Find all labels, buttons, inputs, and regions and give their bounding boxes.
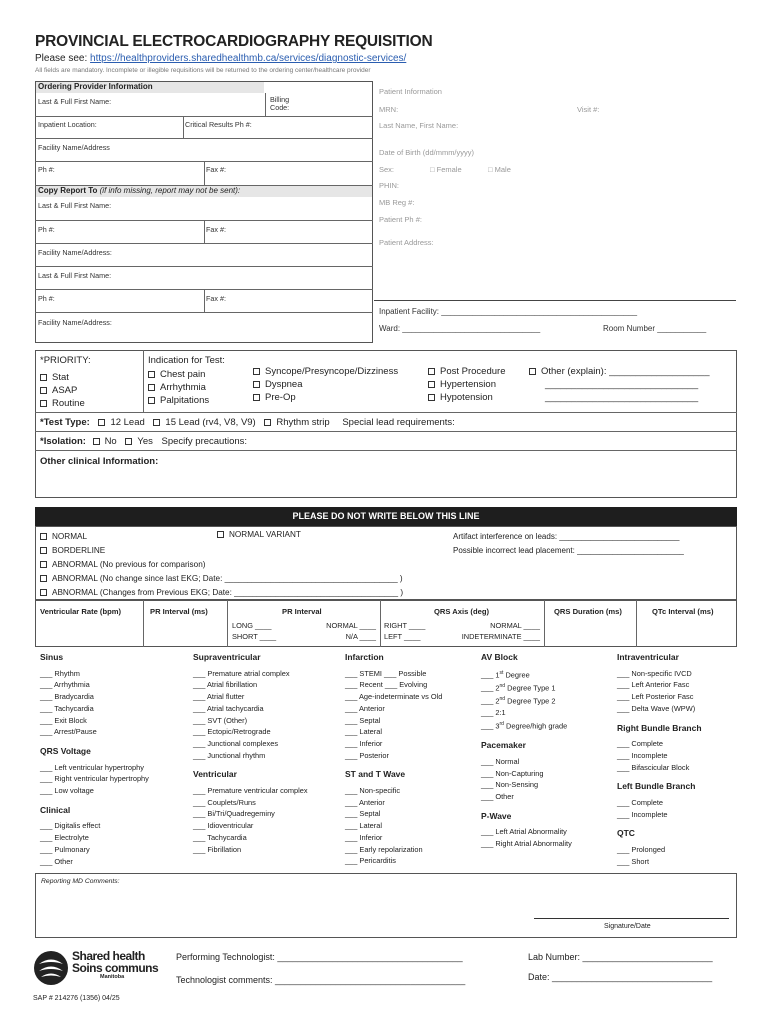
indication-label: Indication for Test: bbox=[148, 355, 225, 366]
vent-item: ___ Couplets/Runs bbox=[193, 797, 256, 807]
test-type-label: *Test Type: bbox=[40, 417, 90, 428]
interp-abnormal-3[interactable] bbox=[40, 586, 403, 600]
pwave-item: ___ Left Atrial Abnormality bbox=[481, 827, 567, 837]
pace-items bbox=[481, 756, 572, 803]
qrs-duration-label: QRS Duration (ms) bbox=[554, 607, 622, 616]
rbb-item: ___ Complete bbox=[617, 739, 664, 749]
patient-address-label: Patient Address: bbox=[379, 238, 434, 247]
mandatory-note: All fields are mandatory. Incomplete or illegible requisitions will be returned to the ordering center/healthcare provider bbox=[35, 67, 371, 74]
sinus-item: ___ Arrhythmia bbox=[40, 680, 90, 690]
st-heading: ST and T Wave bbox=[345, 769, 406, 780]
lead-issues bbox=[453, 530, 684, 558]
palpitations-label: Palpitations bbox=[160, 395, 210, 406]
phin-label: PHIN: bbox=[379, 181, 400, 190]
indication-col1 bbox=[148, 368, 209, 407]
rbb-item: ___ Bifascicular Block bbox=[617, 762, 690, 772]
supra-item: ___ Atrial flutter bbox=[193, 692, 245, 702]
axis-left: LEFT ____ bbox=[384, 632, 421, 641]
infarct-items bbox=[345, 668, 442, 762]
do-not-write-banner: PLEASE DO NOT WRITE BELOW THIS LINE bbox=[35, 507, 737, 526]
qtc-item: ___ Short bbox=[617, 856, 650, 866]
mrn-label: MRN: bbox=[379, 105, 399, 114]
ind-hypertension[interactable] bbox=[428, 378, 505, 391]
pr-normal: NORMAL ____ bbox=[326, 621, 376, 630]
performing-tech-label: Performing Technologist: _____________________________________ bbox=[176, 952, 463, 962]
test-12-lead[interactable] bbox=[98, 417, 144, 428]
supra-item: ___ Ectopic/Retrograde bbox=[193, 727, 271, 737]
interp-abnormal-1[interactable] bbox=[40, 558, 403, 572]
qrs-item: ___ Left ventricular hypertrophy bbox=[40, 762, 144, 772]
clinical-items bbox=[40, 820, 149, 867]
av-21: ___ 2:1 bbox=[481, 708, 506, 718]
pr-short: SHORT ____ bbox=[232, 632, 277, 641]
ordering-ph-label: Ph #: bbox=[38, 165, 55, 174]
dob-label: Date of Birth (dd/mmm/yyyy) bbox=[379, 148, 475, 157]
interp-options bbox=[40, 530, 403, 600]
inpatient-location-label: Inpatient Location: bbox=[38, 120, 97, 129]
patient-name-label: Last Name, First Name: bbox=[379, 121, 459, 130]
tech-comments-label: Technologist comments: ______________________________________ bbox=[176, 975, 466, 985]
pwave-item: ___ Right Atrial Abnormality bbox=[481, 839, 572, 849]
supra-item: ___ Junctional rhythm bbox=[193, 750, 266, 760]
stat-label: Stat bbox=[52, 372, 69, 383]
supra-item: ___ Premature atrial complex bbox=[193, 668, 290, 678]
mb-reg-label: MB Reg #: bbox=[379, 198, 415, 207]
isolation-yes-label: Yes bbox=[137, 436, 153, 447]
other-clinical-label: Other clinical Information: bbox=[40, 456, 159, 467]
ordering-name-label: Last & Full First Name: bbox=[38, 97, 112, 106]
axis-right: RIGHT ____ bbox=[384, 621, 426, 630]
rbb-heading: Right Bundle Branch bbox=[617, 722, 702, 733]
ind-hypotension[interactable] bbox=[428, 391, 505, 404]
test-type-row bbox=[40, 417, 455, 428]
vent-item: ___ Premature ventricular complex bbox=[193, 786, 308, 796]
av-2nd-1: ___ 2nd Degree Type 1 bbox=[481, 682, 556, 693]
test-rhythm-strip[interactable] bbox=[264, 417, 329, 428]
pwave-heading: P-Wave bbox=[481, 810, 512, 821]
pr-normal-na bbox=[318, 620, 376, 642]
shared-health-logo-icon bbox=[33, 950, 69, 986]
pr-interval-label: PR Interval bbox=[282, 607, 322, 616]
isolation-no[interactable] bbox=[93, 436, 117, 447]
ind-pre-op[interactable] bbox=[253, 391, 398, 404]
infarct-item: ___ Septal bbox=[345, 715, 381, 725]
st-items bbox=[345, 785, 442, 867]
qrs-items bbox=[40, 762, 149, 797]
room-label: Room Number ___________ bbox=[603, 324, 707, 333]
pace-item: ___ Non-Sensing bbox=[481, 780, 539, 790]
lbb-items bbox=[617, 797, 702, 820]
pr-long-short bbox=[232, 620, 276, 642]
qrs-voltage-heading: QRS Voltage bbox=[40, 745, 91, 756]
intra-heading: Intraventricular bbox=[617, 652, 679, 662]
hypotension-label: Hypotension bbox=[440, 392, 493, 403]
footer-date-label: Date: ________________________________ bbox=[528, 972, 713, 982]
copy2-fax-label: Fax #: bbox=[206, 294, 226, 303]
supra-item: ___ Atrial fibrillation bbox=[193, 680, 258, 690]
see-prefix: Please see: bbox=[35, 53, 91, 64]
special-lead-label: Special lead requirements: bbox=[342, 417, 455, 428]
vent-item: ___ Fibrillation bbox=[193, 844, 242, 854]
ind-syncope[interactable] bbox=[253, 365, 398, 378]
clinical-heading: Clinical bbox=[40, 804, 71, 815]
ind-dyspnea[interactable] bbox=[253, 378, 398, 391]
male-label: Male bbox=[494, 165, 511, 174]
col-infarction bbox=[345, 652, 442, 867]
specify-precautions-label: Specify precautions: bbox=[161, 436, 248, 447]
infarct-item: ___ Age-indeterminate vs Old bbox=[345, 692, 443, 702]
ind-post-procedure[interactable] bbox=[428, 365, 505, 378]
copy2-facility-label: Facility Name/Address: bbox=[38, 318, 112, 327]
ind-chest-pain[interactable] bbox=[148, 368, 209, 381]
supra-heading: Supraventricular bbox=[193, 652, 261, 662]
copy-fax-label: Fax #: bbox=[206, 225, 226, 234]
pr-int-label: PR Interval (ms) bbox=[150, 607, 208, 616]
ordering-fax-label: Fax #: bbox=[206, 165, 226, 174]
intra-item: ___ Non-specific IVCD bbox=[617, 668, 692, 678]
axis-normal-indet bbox=[450, 620, 540, 642]
isolation-row bbox=[40, 436, 247, 447]
sap-number: SAP # 214276 (1356) 04/25 bbox=[33, 995, 120, 1002]
vent-items bbox=[193, 785, 308, 855]
billing-code-label: Billing Code: bbox=[270, 95, 290, 112]
vent-rate-label: Ventricular Rate (bpm) bbox=[40, 607, 122, 616]
test-rhythm-label: Rhythm strip bbox=[276, 417, 330, 428]
critical-results-label: Critical Results Ph #: bbox=[185, 120, 252, 129]
patient-header: Patient Information bbox=[379, 87, 442, 96]
pwave-items bbox=[481, 826, 572, 849]
interp-abnormal-2[interactable] bbox=[40, 572, 403, 586]
logo-soins-communs: Soins communs bbox=[72, 961, 159, 975]
lab-number-label: Lab Number: __________________________ bbox=[528, 952, 713, 962]
indication-other[interactable] bbox=[529, 365, 710, 404]
supra-item: ___ Junctional complexes bbox=[193, 738, 279, 748]
supra-item: ___ Atrial tachycardia bbox=[193, 703, 264, 713]
services-link[interactable]: https://healthproviders.sharedhealthmb.ca/services/diagnostic-services/ bbox=[90, 53, 407, 64]
intra-item: ___ Left Anterior Fasc bbox=[617, 680, 690, 690]
patient-ph-label: Patient Ph #: bbox=[379, 215, 422, 224]
inpatient-facility-label: Inpatient Facility: ____________________________________________ bbox=[379, 307, 638, 316]
pre-op-label: Pre-Op bbox=[265, 392, 296, 403]
lbb-item: ___ Incomplete bbox=[617, 809, 668, 819]
pace-item: ___ Non-Capturing bbox=[481, 768, 544, 778]
qrs-item: ___ Low voltage bbox=[40, 786, 94, 796]
priority-options bbox=[40, 371, 85, 410]
ind-arrhythmia[interactable] bbox=[148, 381, 209, 394]
ordering-header: Ordering Provider Information bbox=[36, 82, 264, 93]
infarct-item: ___ STEMI ___ Possible bbox=[345, 668, 427, 678]
other-line-2: _____________________________ bbox=[545, 392, 699, 403]
av-heading: AV Block bbox=[481, 652, 518, 662]
sex-label: Sex: bbox=[379, 165, 395, 174]
clinical-item: ___ Digitalis effect bbox=[40, 821, 101, 831]
sex-male-option[interactable]: □ Male bbox=[488, 165, 511, 174]
routine-label: Routine bbox=[52, 398, 85, 409]
lbb-item: ___ Complete bbox=[617, 798, 664, 808]
priority-routine[interactable] bbox=[40, 397, 85, 410]
pr-na: N/A ____ bbox=[345, 632, 376, 641]
interp-borderline[interactable] bbox=[40, 544, 403, 558]
vent-heading: Ventricular bbox=[193, 769, 237, 780]
other-line-1: _____________________________ bbox=[545, 379, 699, 390]
other-explain-label: Other (explain): ___________________ bbox=[541, 366, 710, 377]
ind-palpitations[interactable] bbox=[148, 394, 209, 407]
copy2-name-label: Last & Full First Name: bbox=[38, 271, 112, 280]
priority-asap[interactable] bbox=[40, 384, 85, 397]
copy-header-title: Copy Report To bbox=[38, 186, 98, 195]
supra-items bbox=[193, 668, 308, 762]
av-3rd: ___ 3rd Degree/high grade bbox=[481, 720, 568, 731]
see-line bbox=[35, 53, 406, 64]
interp-abn3-label: ABNORMAL (Changes from Previous EKG; Date: ____________________________________ ) bbox=[52, 588, 404, 597]
supra-item: ___ SVT (Other) bbox=[193, 715, 248, 725]
sex-female-option[interactable]: □ Female bbox=[430, 165, 462, 174]
priority-label: *PRIORITY: bbox=[40, 355, 91, 366]
post-procedure-label: Post Procedure bbox=[440, 366, 506, 377]
st-item: ___ Anterior bbox=[345, 797, 385, 807]
normal-variant-label: NORMAL VARIANT bbox=[229, 530, 301, 539]
copy2-ph-label: Ph #: bbox=[38, 294, 55, 303]
interp-abn1-label: ABNORMAL (No previous for comparison) bbox=[52, 560, 206, 569]
logo-manitoba: Manitoba bbox=[100, 974, 125, 980]
infarct-item: ___ Anterior bbox=[345, 703, 385, 713]
st-item: ___ Early repolarization bbox=[345, 844, 423, 854]
clinical-item: ___ Other bbox=[40, 856, 73, 866]
pacemaker-heading: Pacemaker bbox=[481, 740, 526, 751]
sinus-item: ___ Arrest/Pause bbox=[40, 727, 97, 737]
sinus-item: ___ Tachycardia bbox=[40, 703, 94, 713]
artifact-label: Artifact interference on leads: ___________________________ bbox=[453, 532, 680, 541]
infarct-item: ___ Recent ___ Evolving bbox=[345, 680, 428, 690]
interp-abn2-label: ABNORMAL (No change since last EKG; Date: ______________________________________ ) bbox=[52, 574, 403, 583]
indication-col3 bbox=[428, 365, 505, 404]
page-title: PROVINCIAL ELECTROCARDIOGRAPHY REQUISITION bbox=[35, 33, 433, 50]
copy-facility-label: Facility Name/Address: bbox=[38, 248, 112, 257]
logo-shared-health: Shared health bbox=[72, 949, 145, 963]
intra-items bbox=[617, 668, 702, 715]
asap-label: ASAP bbox=[52, 385, 78, 396]
signature-label: Signature/Date bbox=[604, 923, 651, 930]
intra-item: ___ Delta Wave (WPW) bbox=[617, 703, 696, 713]
test-15-label: 15 Lead (rv4, V8, V9) bbox=[165, 417, 256, 428]
copy-header-note: (if info missing, report may not be sent): bbox=[99, 186, 241, 195]
isolation-label: *Isolation: bbox=[40, 436, 86, 447]
vent-item: ___ Idioventricular bbox=[193, 821, 254, 831]
md-comments-label: Reporting MD Comments: bbox=[41, 878, 120, 885]
qtc-items bbox=[617, 844, 702, 867]
infarct-item: ___ Lateral bbox=[345, 727, 382, 737]
qtc-interval-label: QTc Interval (ms) bbox=[652, 607, 714, 616]
sinus-items bbox=[40, 668, 149, 738]
axis-right-left bbox=[384, 620, 425, 642]
clinical-item: ___ Pulmonary bbox=[40, 844, 90, 854]
logo-text bbox=[72, 950, 158, 981]
ward-label: Ward: _______________________________ bbox=[379, 324, 541, 333]
pr-long: LONG ____ bbox=[232, 621, 272, 630]
col-intraventricular bbox=[617, 652, 702, 868]
intra-item: ___ Left Posterior Fasc bbox=[617, 692, 694, 702]
isolation-no-label: No bbox=[104, 436, 117, 447]
vent-item: ___ Bi/Tri/Quadregeminy bbox=[193, 809, 275, 819]
av-2nd-2: ___ 2nd Degree Type 2 bbox=[481, 696, 556, 706]
incorrect-placement-label: Possible incorrect lead placement: ________________________ bbox=[453, 546, 684, 555]
female-label: Female bbox=[436, 165, 462, 174]
pace-item: ___ Normal bbox=[481, 756, 520, 766]
st-item: ___ Pericarditis bbox=[345, 856, 396, 866]
infarct-item: ___ Inferior bbox=[345, 738, 383, 748]
st-item: ___ Septal bbox=[345, 809, 381, 819]
sinus-item: ___ Bradycardia bbox=[40, 692, 94, 702]
copy-name-label: Last & Full First Name: bbox=[38, 201, 112, 210]
copy-header bbox=[36, 186, 372, 197]
col-supraventricular bbox=[193, 652, 308, 855]
hypertension-label: Hypertension bbox=[440, 379, 496, 390]
st-item: ___ Inferior bbox=[345, 832, 383, 842]
infarct-item: ___ Posterior bbox=[345, 750, 389, 760]
av-1st: ___ 1st Degree bbox=[481, 669, 530, 680]
sinus-item: ___ Exit Block bbox=[40, 715, 87, 725]
qtc-heading: QTC bbox=[617, 828, 635, 839]
axis-normal: NORMAL ____ bbox=[490, 621, 540, 630]
syncope-label: Syncope/Presyncope/Dizziness bbox=[265, 366, 399, 377]
isolation-yes[interactable] bbox=[125, 436, 153, 447]
arrhythmia-label: Arrhythmia bbox=[160, 382, 206, 393]
axis-indeterminate: INDETERMINATE ____ bbox=[461, 632, 540, 641]
qrs-item: ___ Right ventricular hypertrophy bbox=[40, 774, 149, 784]
test-12-label: 12 Lead bbox=[110, 417, 145, 428]
chest-pain-label: Chest pain bbox=[160, 369, 206, 380]
rbb-items bbox=[617, 738, 702, 773]
qtc-item: ___ Prolonged bbox=[617, 845, 666, 855]
sinus-item: ___ Rhythm bbox=[40, 668, 80, 678]
qrs-axis-label: QRS Axis (deg) bbox=[434, 607, 489, 616]
sinus-heading: Sinus bbox=[40, 652, 64, 662]
test-15-lead[interactable] bbox=[153, 417, 255, 428]
facility-label: Facility Name/Address bbox=[38, 143, 110, 152]
col-sinus bbox=[40, 652, 149, 867]
dyspnea-label: Dyspnea bbox=[265, 379, 303, 390]
indication-col2 bbox=[253, 365, 398, 404]
vent-item: ___ Tachycardia bbox=[193, 832, 247, 842]
clinical-item: ___ Electrolyte bbox=[40, 833, 89, 843]
priority-stat[interactable] bbox=[40, 371, 85, 384]
interp-normal-variant[interactable] bbox=[217, 530, 301, 539]
rbb-item: ___ Incomplete bbox=[617, 750, 668, 760]
st-item: ___ Non-specific bbox=[345, 786, 401, 796]
st-item: ___ Lateral bbox=[345, 821, 382, 831]
interp-normal-label: NORMAL bbox=[52, 532, 88, 541]
pace-item: ___ Other bbox=[481, 791, 514, 801]
lbb-heading: Left Bundle Branch bbox=[617, 781, 696, 792]
infarction-heading: Infarction bbox=[345, 652, 384, 662]
interp-borderline-label: BORDERLINE bbox=[52, 546, 106, 555]
visit-label: Visit #: bbox=[577, 105, 600, 114]
col-av-block bbox=[481, 652, 572, 850]
copy-ph-label: Ph #: bbox=[38, 225, 55, 234]
